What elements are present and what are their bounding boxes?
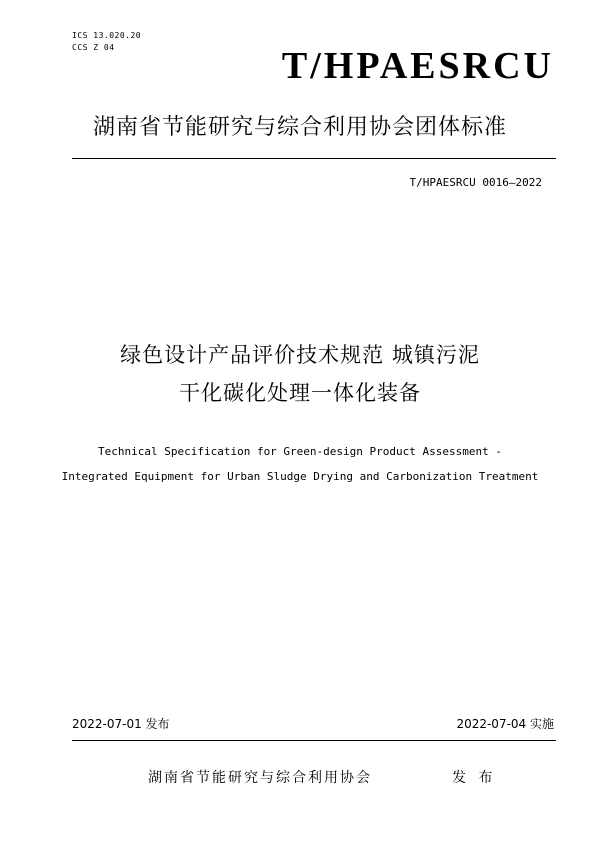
footer-divider [72, 740, 556, 741]
publish-label: 发 布 [452, 770, 497, 786]
ccs-code: CCS Z 04 [72, 43, 115, 52]
header-divider [72, 158, 556, 159]
chinese-title-line-2: 干化碳化处理一体化装备 [179, 381, 421, 405]
publisher-name: 湖南省节能研究与综合利用协会 [148, 770, 372, 786]
chinese-title-line-1: 绿色设计产品评价技术规范 城镇污泥 [120, 343, 480, 367]
standard-number: T/HPAESRCU 0016—2022 [409, 176, 542, 189]
implementation-date: 2022-07-04 实施 [456, 717, 554, 731]
association-standard-title: 湖南省节能研究与综合利用协会团体标准 [92, 115, 507, 140]
organization-code: T/HPAESRCU [281, 45, 554, 87]
english-title-line-2: Integrated Equipment for Urban Sludge Drying and Carbonization Treatment [61, 470, 539, 483]
issue-date: 2022-07-01 发布 [72, 717, 170, 731]
classification-codes [72, 30, 141, 54]
english-title-line-1: Technical Specification for Green-design Product Assessment - [98, 445, 502, 458]
ics-code: ICS 13.020.20 [72, 31, 142, 40]
